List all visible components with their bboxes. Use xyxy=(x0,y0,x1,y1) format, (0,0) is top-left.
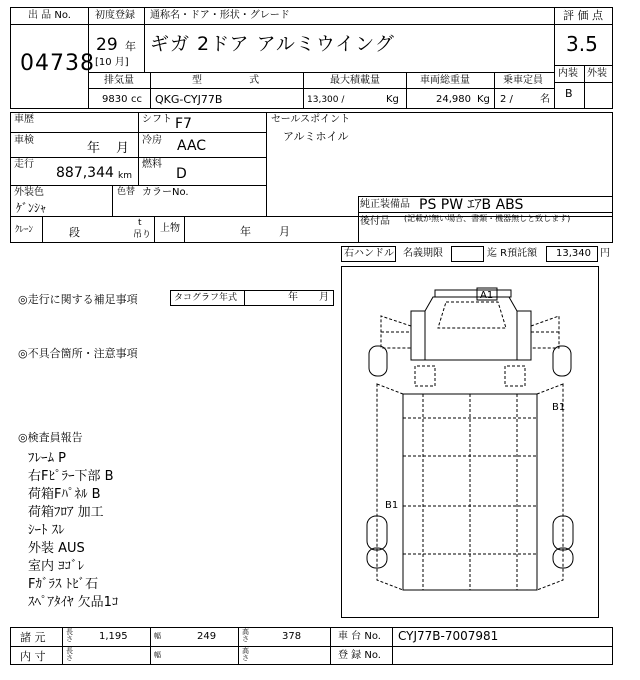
upper-label: 上物 xyxy=(160,223,180,234)
displacement-unit: cc xyxy=(131,94,142,105)
tachograph-month: 月 xyxy=(319,292,329,303)
height: 378 xyxy=(282,631,302,642)
crane-label: ｸﾚｰﾝ xyxy=(15,225,34,235)
name-change-box xyxy=(451,246,484,262)
history-label: 車歴 xyxy=(14,114,34,125)
tachograph-year: 年 xyxy=(288,292,298,303)
reg-year-unit: 年 xyxy=(125,40,136,53)
name-label: 通称名・ドア・形状・グレード xyxy=(150,10,290,21)
drive-side: 右ハンドル xyxy=(344,248,394,259)
gross-weight-label: 車両総重量 xyxy=(420,75,470,86)
max-load: 13,300 / xyxy=(307,95,345,105)
list-item: Fｶﾞﾗｽ ﾄﾋﾞ石 xyxy=(28,577,99,592)
mileage: 887,344 xyxy=(56,165,114,181)
max-load-unit: Kg xyxy=(386,94,399,105)
color-change-label: 色替 xyxy=(117,187,136,197)
tax-label: 迄 R預託額 xyxy=(487,248,538,259)
model: QKG-CYJ77B xyxy=(155,93,223,106)
length-label: 長さ xyxy=(66,628,73,643)
driving-title: ◎走行に関する補足事項 xyxy=(18,293,138,306)
lot-no-label: 出 品 No. xyxy=(28,10,71,21)
model-label: 型 式 xyxy=(192,75,282,86)
displacement-label: 排気量 xyxy=(104,75,134,86)
ac: AAC xyxy=(177,138,207,154)
tax-value: 13,340 xyxy=(556,248,591,259)
inspection-year: 年 xyxy=(87,141,101,156)
max-load-label: 最大積載量 xyxy=(330,75,380,86)
list-item: ｼｰﾄ ｽﾚ xyxy=(28,523,65,538)
shift-label: シフト xyxy=(142,114,172,125)
tachograph-label: タコグラフ年式 xyxy=(174,293,238,303)
inner-height-label: 高さ xyxy=(242,647,249,662)
mileage-label: 走行 xyxy=(14,159,34,170)
truck-diagram xyxy=(341,266,599,618)
fuel-label: 燃料 xyxy=(142,159,162,170)
color-no-label: カラーNo. xyxy=(142,187,189,198)
sales-point-label: セールスポイント xyxy=(271,114,351,125)
equipment: PS PW ｴｱB ABS xyxy=(419,197,524,213)
inner-dims-label: 内 寸 xyxy=(20,650,46,663)
ac-label: 冷房 xyxy=(142,135,162,146)
mileage-unit: km xyxy=(118,171,132,181)
shift: F7 xyxy=(175,116,192,132)
capacity: 2 / xyxy=(500,94,513,105)
crane-hang: 吊り xyxy=(133,230,152,240)
inspection-label: 車検 xyxy=(14,135,34,146)
exterior-color: ｹﾞﾝｼｬ xyxy=(16,201,47,215)
exterior-color-label: 外装色 xyxy=(14,187,44,198)
crane-t: t xyxy=(138,218,142,228)
inspection-month: 月 xyxy=(116,141,130,156)
gross-weight-unit: Kg xyxy=(477,94,490,105)
gross-weight: 24,980 xyxy=(436,94,471,105)
reg-no-label: 登 録 No. xyxy=(338,650,381,661)
chassis: CYJ77B-7007981 xyxy=(398,629,499,643)
inspector-title: ◎検査員報告 xyxy=(18,431,83,444)
overall-grade: 3.5 xyxy=(566,32,598,56)
damage-mark: B1 xyxy=(552,402,566,413)
list-item: ｽﾍﾟｱﾀｲﾔ 欠品1ｺ xyxy=(28,595,119,610)
equipment-label: 純正装備品 xyxy=(360,199,410,210)
inner-length-label: 長さ xyxy=(66,647,73,662)
list-item: 室内 ﾖｺﾞﾚ xyxy=(28,559,85,574)
length: 1,195 xyxy=(99,631,128,642)
capacity-label: 乗車定員 xyxy=(503,75,543,86)
list-item: 右Fﾋﾟﾗｰ下部 B xyxy=(28,469,114,484)
damage-mark: B1 xyxy=(385,500,399,511)
list-item: 外装 AUS xyxy=(28,541,85,556)
inspector-list xyxy=(28,447,118,609)
aftermarket-note: (記載が無い場合、書類・機器無しと致します) xyxy=(404,214,571,223)
list-item: 荷箱ﾌﾛｱ 加工 xyxy=(28,505,104,520)
capacity-unit: 名 xyxy=(540,94,550,105)
sales-point: アルミホイル xyxy=(283,130,349,143)
displacement: 9830 xyxy=(102,94,128,105)
reg-month: [10 月] xyxy=(95,57,129,68)
dims-label: 諸 元 xyxy=(20,631,46,644)
upper-year: 年 xyxy=(240,225,251,238)
interior-label: 内装 xyxy=(558,68,578,79)
lot-no: 04738 xyxy=(20,51,95,76)
interior-grade: B xyxy=(565,87,573,100)
damage-mark: A1 xyxy=(480,290,494,301)
chassis-label: 車 台 No. xyxy=(338,631,381,642)
name-change-label: 名義期限 xyxy=(403,248,443,259)
fuel: D xyxy=(176,166,187,182)
width-label: 幅 xyxy=(154,632,161,640)
tax-unit: 円 xyxy=(600,248,610,259)
reg-year: 29 xyxy=(96,35,118,55)
aftermarket-label: 後付品 xyxy=(360,216,390,227)
width: 249 xyxy=(197,631,217,642)
defects-title: ◎不具合箇所・注意事項 xyxy=(18,347,138,360)
list-item: ﾌﾚｰﾑ P xyxy=(28,451,66,466)
exterior-label: 外装 xyxy=(587,68,607,79)
grade-label: 評 価 点 xyxy=(563,9,603,22)
inner-width-label: 幅 xyxy=(154,651,161,659)
crane-stage: 段 xyxy=(69,226,80,239)
first-reg-label: 初度登録 xyxy=(95,10,135,21)
upper-month: 月 xyxy=(279,225,290,238)
height-label: 高さ xyxy=(242,628,249,643)
list-item: 荷箱Fﾊﾟﾈﾙ B xyxy=(28,487,101,502)
car-name: ギガ 2ドア アルミウイング xyxy=(150,33,395,55)
